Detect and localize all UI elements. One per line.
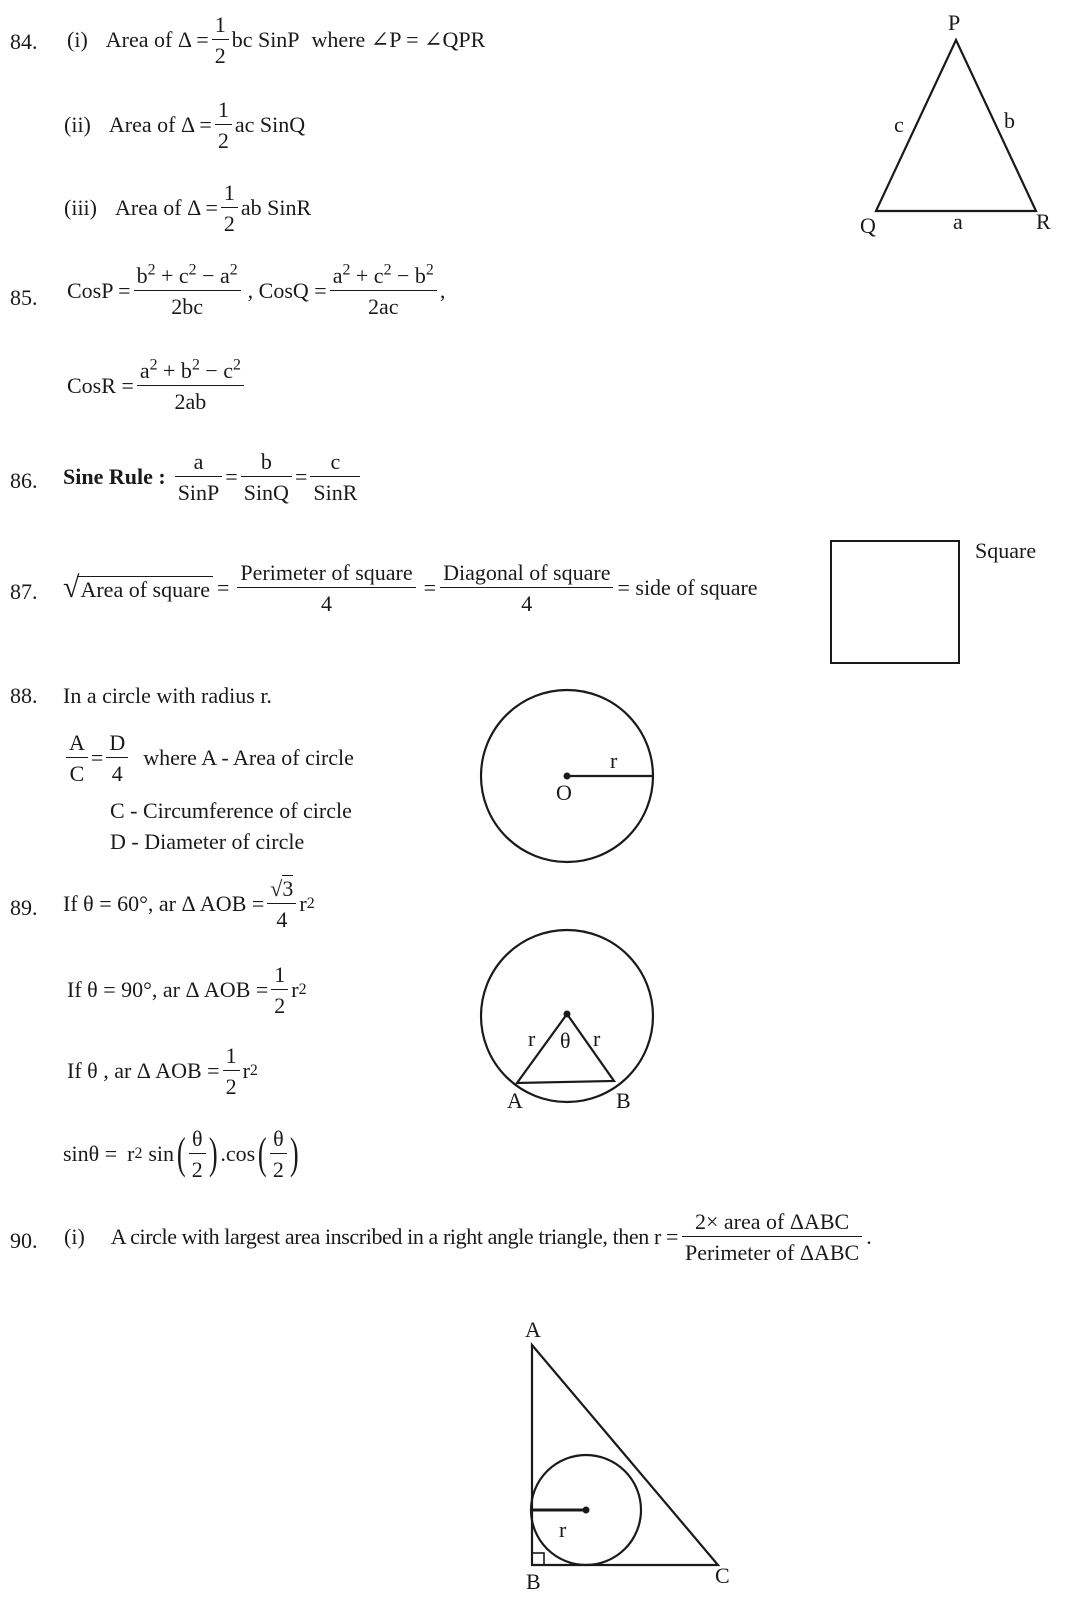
q86-number: 86. — [10, 468, 38, 493]
q84-i-tail: where ∠P = ∠QPR — [311, 27, 486, 53]
q84-ii-fraction — [215, 97, 232, 154]
t: sin — [148, 1141, 175, 1167]
t: r — [299, 891, 307, 917]
q85-line1 — [67, 263, 445, 320]
t: D — [106, 730, 128, 758]
t: 4 — [111, 761, 123, 787]
q84-iii-pre: Area of Δ = — [115, 195, 218, 221]
t: r — [127, 1141, 135, 1167]
q84-ii-den: 2 — [217, 128, 229, 154]
q89-line3: If θ , ar Δ AOB = $\frac{1}{2}$ r 2 — [67, 1043, 258, 1100]
t: + b — [157, 358, 192, 383]
perimeter-fraction — [237, 560, 415, 617]
theta-over-2 — [270, 1126, 287, 1183]
q89-line1: If θ = 60°, ar Δ AOB = $\frac{√3}{4}$ r 2 — [63, 876, 315, 933]
t: 2× area of ΔABC — [682, 1209, 862, 1237]
q85-number: 85. — [10, 285, 38, 310]
t: sinθ = — [63, 1141, 118, 1167]
left-r-label: r — [528, 1026, 536, 1051]
q84-ii-formula — [64, 97, 305, 154]
q87-number: 87. — [10, 579, 38, 604]
t: A — [66, 730, 88, 758]
t: 1 — [223, 1043, 240, 1071]
q88-intro: In a circle with radius r. — [63, 683, 272, 708]
q90-incircle-figure — [515, 1313, 745, 1598]
point-b-label: B — [616, 1088, 631, 1113]
q90-text: A circle with largest area inscribed in a right angle triangle, then r = — [110, 1224, 678, 1250]
q87-tail: = side of square — [617, 575, 758, 601]
right-angle-marker — [532, 1553, 544, 1565]
t: 2 — [191, 1157, 203, 1183]
q84-i-num: 1 — [212, 12, 229, 40]
t: If θ = 60°, ar Δ AOB = — [63, 891, 265, 917]
side-b-label: b — [1004, 108, 1015, 133]
half — [271, 962, 288, 1019]
right-r-label: r — [593, 1026, 601, 1051]
q84-i-formula — [67, 12, 485, 69]
equals: = — [225, 464, 238, 490]
t: 2 — [233, 356, 241, 374]
cosr-numerator — [137, 358, 244, 386]
paren-open: ( — [258, 1129, 267, 1179]
cosq-label: , CosQ = — [247, 278, 327, 304]
sine-f3 — [310, 449, 360, 506]
vertex-c-label: C — [715, 1563, 730, 1588]
t: 2 — [342, 261, 351, 279]
q88-circle-figure — [470, 686, 670, 866]
t: 2 — [425, 261, 434, 279]
t: + c — [155, 263, 189, 288]
sqrt-symbol: √ — [63, 571, 80, 605]
t: If θ , ar Δ AOB = — [67, 1058, 220, 1084]
where-c: C - Circumference of circle — [110, 798, 352, 823]
t: b — [136, 263, 148, 288]
t: 4 — [321, 591, 333, 617]
side-c-label: c — [894, 112, 904, 137]
incenter-dot — [583, 1507, 590, 1514]
d-over-4 — [106, 730, 128, 787]
t: Perimeter of square — [237, 560, 415, 588]
t: Diagonal of square — [440, 560, 613, 588]
t: − c — [199, 358, 234, 383]
theta-label: θ — [560, 1028, 571, 1053]
q84-i-den: 2 — [214, 43, 226, 69]
t: √3 — [267, 876, 296, 904]
q84-number: 84. — [10, 29, 38, 54]
inradius-fraction — [682, 1209, 862, 1266]
q84-iii-label: (iii) — [64, 195, 97, 221]
q88-formula — [63, 730, 354, 787]
t: C — [69, 761, 85, 787]
t: Perimeter of ΔABC — [684, 1240, 860, 1266]
q89-line4: sinθ = r 2 sin ( $\frac{\theta}{2}$ ) .cos ( $\frac{\theta}{2}$ ) — [63, 1126, 299, 1183]
cosr-denominator: 2ab — [174, 389, 207, 415]
cosp-denominator: 2bc — [171, 294, 203, 320]
q84-ii-post: ac SinQ — [234, 112, 306, 138]
cosp-fraction — [134, 263, 241, 320]
t: a — [332, 263, 343, 288]
t: θ — [189, 1126, 206, 1154]
t: 2 — [274, 993, 286, 1019]
t: a — [139, 358, 150, 383]
t: θ — [270, 1126, 287, 1154]
q84-i-label: (i) — [67, 27, 88, 53]
equals: = — [294, 464, 308, 490]
t: 2 — [188, 261, 197, 279]
sqrt-area-of-square: Area of square — [77, 576, 213, 601]
t: b — [241, 449, 292, 477]
cosp-numerator — [134, 263, 241, 291]
t: 4 — [276, 907, 288, 933]
q89-number: 89. — [10, 895, 38, 920]
t: − a — [196, 263, 230, 288]
sine-rule-label: Sine Rule : — [63, 464, 166, 490]
t: .cos — [220, 1141, 256, 1167]
paren-close: ) — [208, 1129, 218, 1179]
center-dot — [564, 773, 571, 780]
paren-close: ) — [289, 1129, 299, 1179]
vertex-q-label: Q — [860, 213, 876, 238]
q90-statement — [64, 1209, 872, 1266]
q84-iii-fraction — [221, 180, 238, 237]
q84-ii-num: 1 — [215, 97, 232, 125]
t: a — [175, 449, 223, 477]
t: 2 — [272, 1157, 284, 1183]
t: + c — [350, 263, 384, 288]
equals: = — [423, 575, 437, 601]
q85-line2 — [67, 358, 247, 415]
vertex-p-label: P — [948, 10, 961, 35]
cosp-label: CosP = — [67, 278, 131, 304]
q84-ii-label: (ii) — [64, 112, 91, 138]
sqrt3-over-4 — [267, 876, 296, 933]
sine-f1 — [175, 449, 223, 506]
paren-open: ( — [176, 1129, 186, 1179]
where-a: where A - Area of circle — [143, 745, 354, 771]
side-a-label: a — [953, 209, 963, 234]
t: r — [291, 977, 299, 1003]
q84-iii-post: ab SinR — [240, 195, 312, 221]
equals: = — [216, 575, 230, 601]
q84-triangle-figure — [858, 8, 1068, 240]
cosq-tail: , — [439, 278, 446, 304]
vertex-r-label: R — [1036, 209, 1051, 234]
square-figure — [830, 540, 960, 664]
cosr-fraction — [137, 358, 244, 415]
radius-r-label: r — [610, 748, 618, 773]
q89-sector-figure — [470, 920, 670, 1120]
t: 2 — [225, 1074, 237, 1100]
q84-iii-num: 1 — [221, 180, 238, 208]
diagonal-fraction — [440, 560, 613, 617]
t: 2 — [229, 261, 238, 279]
q84-i-fraction — [212, 12, 229, 69]
t: 2 — [383, 261, 392, 279]
vertex-a-label: A — [525, 1317, 541, 1342]
q86-sine-rule — [63, 449, 363, 506]
q84-iii-formula — [64, 180, 311, 237]
q84-iii-den: 2 — [223, 211, 235, 237]
a-over-c — [66, 730, 88, 787]
t: − b — [391, 263, 426, 288]
vertex-b-label: B — [526, 1569, 541, 1594]
t: 4 — [521, 591, 533, 617]
q89-line2: If θ = 90°, ar Δ AOB = $\frac{1}{2}$ r 2 — [67, 962, 307, 1019]
t: 3 — [282, 876, 294, 901]
half — [223, 1043, 240, 1100]
q90-label: (i) — [64, 1224, 85, 1250]
cosq-numerator — [330, 263, 437, 291]
q87-formula — [63, 560, 758, 617]
t: c — [310, 449, 360, 477]
t: If θ = 90°, ar Δ AOB = — [67, 977, 269, 1003]
square-label: Square — [975, 538, 1037, 563]
t: 2 — [191, 356, 200, 374]
sine-f2 — [241, 449, 292, 506]
t: SinR — [313, 480, 358, 506]
cosr-label: CosR = — [67, 373, 134, 399]
center-dot — [564, 1011, 571, 1018]
equals: = — [90, 745, 104, 771]
q84-i-post: bc SinP — [231, 27, 300, 53]
t: . — [866, 1224, 872, 1250]
t: 2 — [147, 261, 156, 279]
theta-over-2 — [189, 1126, 206, 1183]
q88-number: 88. — [10, 683, 38, 708]
cosq-denominator: 2ac — [368, 294, 399, 320]
t: r — [242, 1058, 250, 1084]
inradius-r-label: r — [559, 1517, 567, 1542]
t: SinP — [177, 480, 220, 506]
center-o-label: O — [556, 780, 572, 805]
q84-ii-pre: Area of Δ = — [108, 112, 212, 138]
cosq-fraction — [330, 263, 437, 320]
t: 2 — [149, 356, 158, 374]
point-a-label: A — [507, 1088, 523, 1113]
where-d: D - Diameter of circle — [110, 829, 305, 854]
t: 1 — [271, 962, 288, 990]
q90-number: 90. — [10, 1228, 38, 1253]
q84-i-pre: Area of Δ = — [105, 27, 209, 53]
t: SinQ — [243, 480, 289, 506]
